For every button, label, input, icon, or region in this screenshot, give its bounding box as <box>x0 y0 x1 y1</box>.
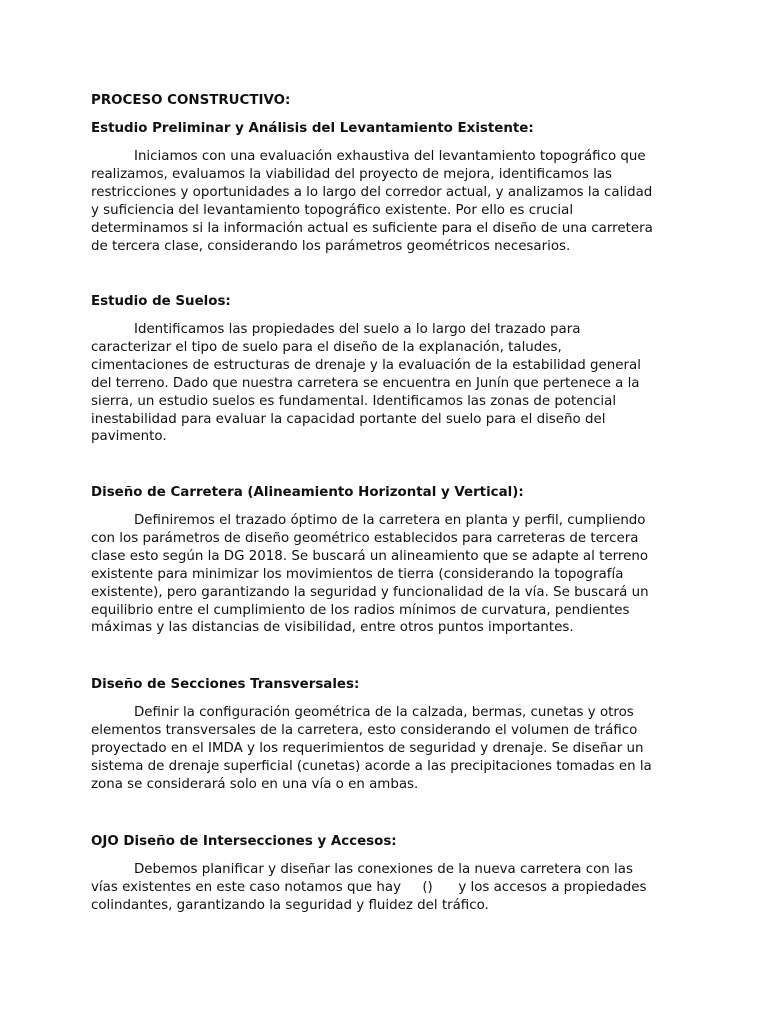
paragraph-line: inestabilidad para evaluar la capacidad portante del suelo para el diseño del <box>91 411 606 427</box>
section-paragraph <box>91 148 653 255</box>
paragraph-line: del terreno. Dado que nuestra carretera se encuentra en Junín que pertenece a la <box>91 375 640 391</box>
paragraph-line: máximas y las distancias de visibilidad, entre otros puntos importantes. <box>91 620 574 636</box>
paragraph-line: de tercera clase, considerando los parámetros geométricos necesarios. <box>91 238 571 254</box>
section-paragraph <box>91 512 649 637</box>
section-heading: Estudio de Suelos: <box>91 294 231 309</box>
section-estudio-preliminar <box>91 120 653 255</box>
paragraph-line: colindantes, garantizando la seguridad y fluidez del tráfico. <box>91 897 489 913</box>
paragraph-line: clase esto según la DG 2018. Se buscará un alineamiento que se adapte al terreno <box>91 548 649 564</box>
paragraph-line: zona se considerará solo en una vía o en ambas. <box>91 776 419 792</box>
paragraph-line: sistema de drenaje superficial (cunetas) acorde a las precipitaciones tomadas en la <box>91 758 652 774</box>
paragraph-line: realizamos, evaluamos la viabilidad del proyecto de mejora, identificamos las <box>91 166 613 182</box>
section-paragraph <box>91 704 652 794</box>
paragraph-line: Definiremos el trazado óptimo de la carretera en planta y perfil, cumpliendo <box>134 513 646 528</box>
paragraph-line: con los parámetros de diseño geométrico establecidos para carreteras de tercera <box>91 530 639 546</box>
section-paragraph <box>91 321 641 446</box>
section-secciones-transversales <box>91 676 652 794</box>
section-heading: OJO Diseño de Intersecciones y Accesos: <box>91 834 397 849</box>
paragraph-line: pavimento. <box>91 429 167 445</box>
paragraph-line: Identificamos las propiedades del suelo a lo largo del trazado para <box>134 322 581 337</box>
section-paragraph <box>91 861 646 915</box>
paragraph-line: equilibrio entre el cumplimiento de los radios mínimos de curvatura, pendientes <box>91 602 630 618</box>
paragraph-line: cimentaciones de estructuras de drenaje y la evaluación de la estabilidad general <box>91 357 641 373</box>
paragraph-line: y suficiencia del levantamiento topográfico existente. Por ello es crucial <box>91 202 574 218</box>
paragraph-line: proyectado en el IMDA y los requerimientos de seguridad y drenaje. Se diseñar un <box>91 740 644 756</box>
paragraph-line: vías existentes en este caso notamos que hay () y los accesos a propiedades <box>91 879 647 895</box>
paragraph-line: determinamos si la información actual es suficiente para el diseño de una carretera <box>91 220 653 236</box>
paragraph-line: existente), pero garantizando la seguridad y funcionalidad de la vía. Se buscará un <box>91 584 649 600</box>
paragraph-line: existente para minimizar los movimientos de tierra (considerando la topografía <box>91 566 624 582</box>
section-heading: Diseño de Carretera (Alineamiento Horizontal y Vertical): <box>91 485 524 500</box>
section-diseno-carretera <box>91 484 649 637</box>
document-title: PROCESO CONSTRUCTIVO: <box>91 93 291 108</box>
paragraph-line: sierra, un estudio suelos es fundamental. Identificamos las zonas de potencial <box>91 393 617 409</box>
paragraph-line: Definir la configuración geométrica de la calzada, bermas, cunetas y otros <box>134 705 634 720</box>
paragraph-line: elementos transversales de la carretera, esto considerando el volumen de tráfico <box>91 722 638 738</box>
paragraph-line: Iniciamos con una evaluación exhaustiva del levantamiento topográfico que <box>134 149 646 164</box>
section-estudio-suelos <box>91 293 641 446</box>
paragraph-line: caracterizar el tipo de suelo para el diseño de la explanación, taludes, <box>91 339 562 355</box>
section-intersecciones-accesos <box>91 833 646 915</box>
section-heading: Diseño de Secciones Transversales: <box>91 677 360 692</box>
paragraph-line: restricciones y oportunidades a lo largo del corredor actual, y analizamos la calidad <box>91 184 653 200</box>
section-heading: Estudio Preliminar y Análisis del Levantamiento Existente: <box>91 121 534 136</box>
paragraph-line: Debemos planificar y diseñar las conexiones de la nueva carretera con las <box>134 862 633 877</box>
